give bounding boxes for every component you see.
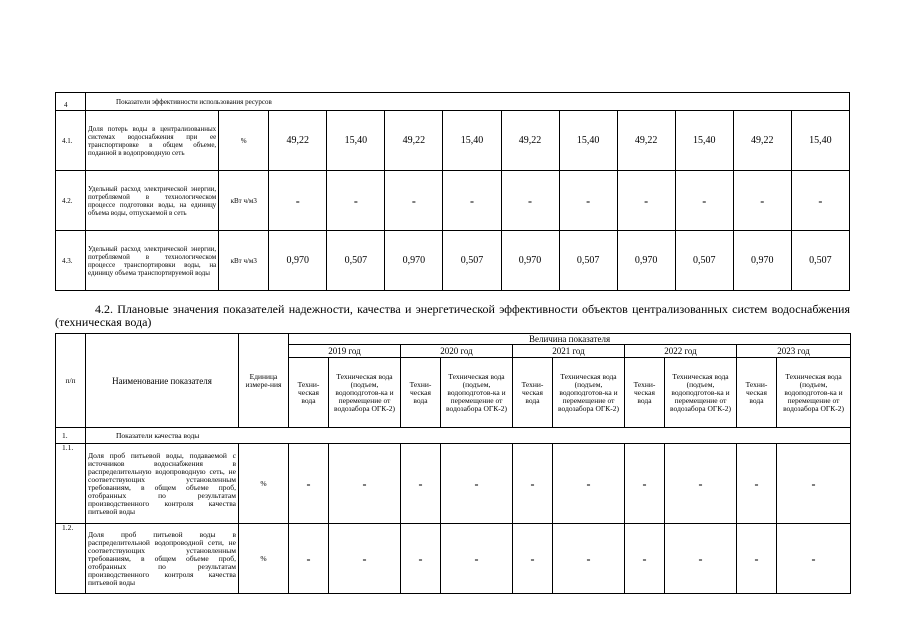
value-cell: - <box>441 444 513 524</box>
indicator-name: Удельный расход электрической энергии, потребляемой в технологическом процессе транспортировки воды, на единицу объема транспортируемой воды <box>86 231 219 291</box>
value-cell: 0,507 <box>559 231 617 291</box>
planned-values-table <box>55 333 851 594</box>
value-cell: - <box>777 524 851 594</box>
year-header: 2023 год <box>737 345 851 358</box>
value-cell: - <box>617 171 675 231</box>
unit-cell: кВт ч/м3 <box>219 231 269 291</box>
table-row <box>56 444 851 524</box>
value-cell: 15,40 <box>327 111 385 171</box>
value-cell: 0,507 <box>327 231 385 291</box>
col-tech-water: Техни-ческая вода <box>513 358 553 428</box>
value-cell: 0,970 <box>269 231 327 291</box>
col-tech-water: Техни-ческая вода <box>401 358 441 428</box>
year-header: 2019 год <box>289 345 401 358</box>
indicator-name: Доля потерь воды в централизованных системах водоснабжения при ее транспортировке в общем объеме, поданной в водопроводную сеть <box>86 111 219 171</box>
unit-cell: кВт ч/м3 <box>219 171 269 231</box>
value-cell: - <box>289 444 329 524</box>
value-cell: - <box>385 171 443 231</box>
section-heading <box>55 303 850 329</box>
unit-cell: % <box>239 444 289 524</box>
value-cell: 15,40 <box>791 111 849 171</box>
value-cell: - <box>553 524 625 594</box>
value-cell: - <box>625 444 665 524</box>
value-cell: - <box>733 171 791 231</box>
header-unit: Единица измере-ния <box>239 334 289 428</box>
value-cell: - <box>737 444 777 524</box>
header-group: Величина показателя <box>289 334 851 345</box>
unit-cell: % <box>239 524 289 594</box>
section-title: Показатели качества воды <box>86 428 851 444</box>
value-cell: - <box>329 524 401 594</box>
value-cell: - <box>327 171 385 231</box>
value-cell: - <box>791 171 849 231</box>
col-tech-water-ogk2: Техническая вода (подъем, водоподготов-ка и перемещение от водозабора ОГК-2) <box>777 358 851 428</box>
value-cell: 49,22 <box>269 111 327 171</box>
year-header: 2020 год <box>401 345 513 358</box>
value-cell: 15,40 <box>443 111 501 171</box>
row-number: 4.2. <box>56 171 86 231</box>
heading-text: 4.2. Плановые значения показателей надежности, качества и энергетической эффективности объектов централизованных систем водоснабжения (техническая вода) <box>55 302 850 329</box>
value-cell: 0,507 <box>443 231 501 291</box>
col-tech-water: Техни-ческая вода <box>289 358 329 428</box>
value-cell: 49,22 <box>733 111 791 171</box>
value-cell: - <box>513 444 553 524</box>
value-cell: 49,22 <box>385 111 443 171</box>
value-cell: 0,970 <box>733 231 791 291</box>
year-header: 2021 год <box>513 345 625 358</box>
value-cell: 0,507 <box>791 231 849 291</box>
value-cell: - <box>501 171 559 231</box>
value-cell: 0,970 <box>385 231 443 291</box>
indicator-name: Доля проб питьевой воды в распределительной водопроводной сети, не соответствующих установленным требованиям, в общем объеме проб, отобранных по результатам производственного контроля качества питьевой воды <box>86 524 239 594</box>
section-number: 1. <box>56 428 86 444</box>
value-cell: 15,40 <box>675 111 733 171</box>
indicator-name: Удельный расход электрической энергии, потребляемой в технологическом процессе подготовки воды, на единицу объема воды, отпускаемой в сеть <box>86 171 219 231</box>
value-cell: - <box>553 444 625 524</box>
row-number: 4.3. <box>56 231 86 291</box>
value-cell: - <box>401 444 441 524</box>
value-cell: - <box>329 444 401 524</box>
value-cell: - <box>441 524 513 594</box>
col-tech-water-ogk2: Техническая вода (подъем, водоподготов-ка и перемещение от водозабора ОГК-2) <box>553 358 625 428</box>
header-num: п/п <box>56 334 86 428</box>
value-cell: - <box>559 171 617 231</box>
value-cell: - <box>665 524 737 594</box>
resource-efficiency-table <box>55 92 850 291</box>
value-cell: 0,507 <box>675 231 733 291</box>
header-name: Наименование показателя <box>86 334 239 428</box>
col-tech-water-ogk2: Техническая вода (подъем, водоподготов-ка и перемещение от водозабора ОГК-2) <box>665 358 737 428</box>
col-tech-water: Техни-ческая вода <box>625 358 665 428</box>
row-number: 4.1. <box>56 111 86 171</box>
section-title: Показатели эффективности использования ресурсов <box>86 93 850 111</box>
row-number: 1.2. <box>56 524 86 594</box>
table-row <box>56 171 850 231</box>
value-cell: - <box>443 171 501 231</box>
table-row <box>56 111 850 171</box>
value-cell: - <box>777 444 851 524</box>
col-tech-water-ogk2: Техническая вода (подъем, водоподготов-ка и перемещение от водозабора ОГК-2) <box>329 358 401 428</box>
value-cell: - <box>289 524 329 594</box>
col-tech-water: Техни-ческая вода <box>737 358 777 428</box>
row-number: 1.1. <box>56 444 86 524</box>
value-cell: - <box>269 171 327 231</box>
value-cell: - <box>737 524 777 594</box>
table-row <box>56 231 850 291</box>
value-cell: - <box>675 171 733 231</box>
header-row <box>56 334 851 345</box>
value-cell: 0,970 <box>501 231 559 291</box>
value-cell: - <box>401 524 441 594</box>
value-cell: 15,40 <box>559 111 617 171</box>
value-cell: 49,22 <box>501 111 559 171</box>
unit-cell: % <box>219 111 269 171</box>
section-number: 4 <box>56 93 86 111</box>
value-cell: - <box>513 524 553 594</box>
col-tech-water-ogk2: Техническая вода (подъем, водоподготов-ка и перемещение от водозабора ОГК-2) <box>441 358 513 428</box>
section-row <box>56 428 851 444</box>
value-cell: 49,22 <box>617 111 675 171</box>
value-cell: 0,970 <box>617 231 675 291</box>
section-row <box>56 93 850 111</box>
value-cell: - <box>665 444 737 524</box>
value-cell: - <box>625 524 665 594</box>
indicator-name: Доля проб питьевой воды, подаваемой с источников водоснабжения в распределительную водопроводную сеть, не соответствующих установленным требованиям, в общем объеме проб, отобранных по результатам производственного контроля качества питьевой воды <box>86 444 239 524</box>
year-header: 2022 год <box>625 345 737 358</box>
table-row <box>56 524 851 594</box>
